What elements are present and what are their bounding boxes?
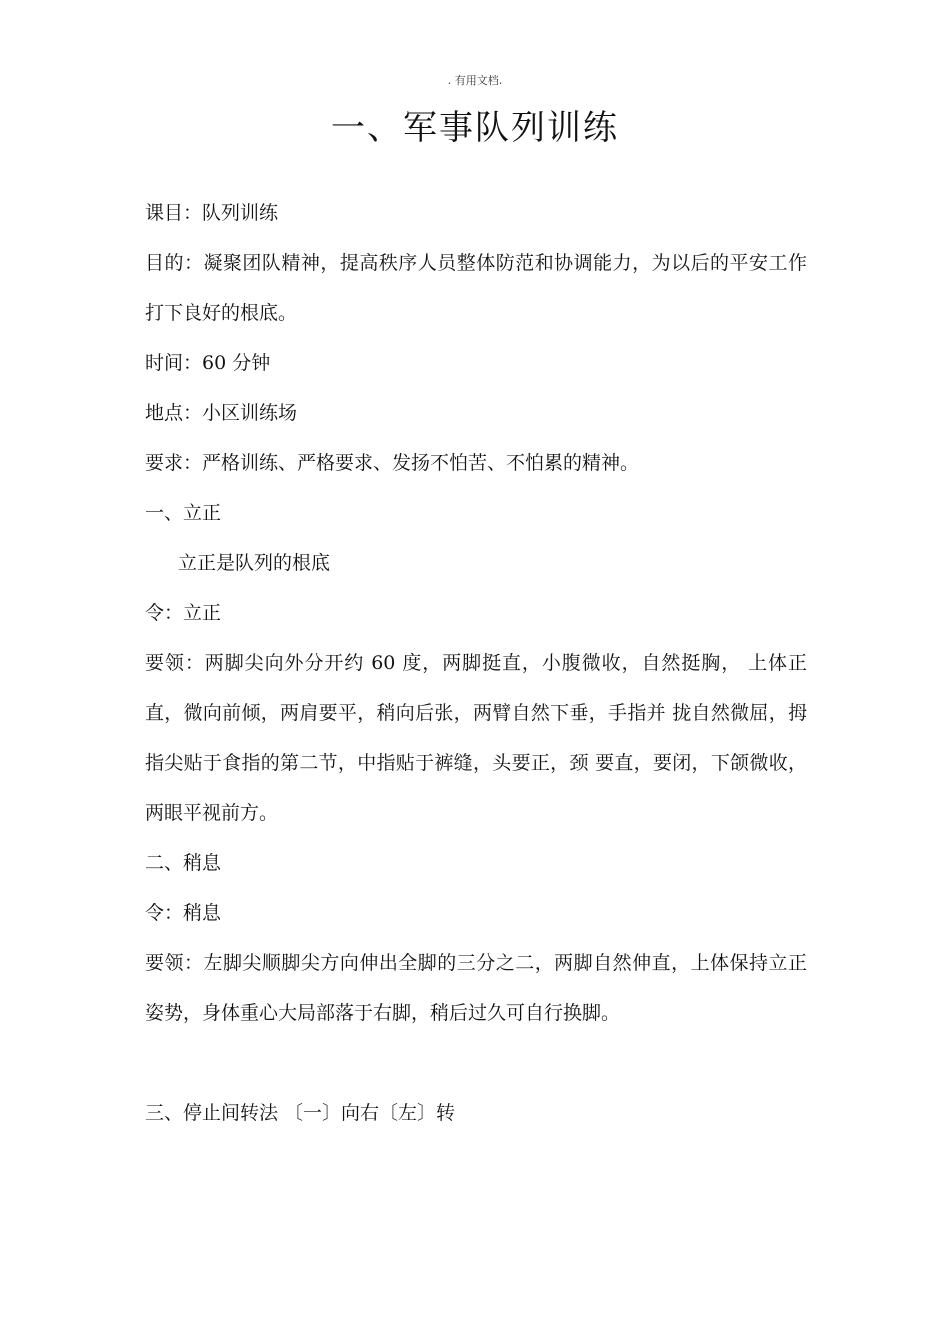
at-ease-essentials-paragraph: 要领：左脚尖顺脚尖方向伸出全脚的三分之二，两脚自然伸直，上体保持立正姿势，身体重心大局部落于右脚，稍后过久可自行换脚。 bbox=[145, 952, 807, 1024]
attention-command: 令：立正 bbox=[145, 602, 222, 624]
at-ease-command: 令：稍息 bbox=[145, 902, 222, 924]
section-heading-turning: 三、停止间转法 〔一〕向右〔左〕转 bbox=[145, 1102, 456, 1124]
attention-intro: 立正是队列的根底 bbox=[178, 552, 331, 574]
subject-line: 课目：队列训练 bbox=[145, 202, 279, 224]
section-heading-at-ease: 二、稍息 bbox=[145, 852, 222, 874]
page-title: 一、军事队列训练 bbox=[331, 108, 619, 148]
document-body bbox=[145, 188, 807, 1138]
spacer bbox=[145, 1038, 807, 1088]
purpose-paragraph: 目的：凝聚团队精神，提高秩序人员整体防范和协调能力，为以后的平安工作打下良好的根底。 bbox=[145, 252, 807, 324]
header-note: . 有用文档. bbox=[447, 74, 503, 87]
time-line: 时间：60 分钟 bbox=[145, 352, 271, 374]
requirement-line: 要求：严格训练、严格要求、发扬不怕苦、不怕累的精神。 bbox=[145, 452, 640, 474]
section-heading-attention: 一、立正 bbox=[145, 502, 222, 524]
place-line: 地点：小区训练场 bbox=[145, 402, 298, 424]
attention-essentials-paragraph: 要领：两脚尖向外分开约 60 度，两脚挺直，小腹微收，自然挺胸， 上体正直，微向前倾，两肩要平，稍向后张，两臂自然下垂，手指并 拢自然微屈，拇指尖贴于食指的第二节，中指贴于裤缝，头要正，颈 要直，要闭，下颌微收，两眼平视前方。 bbox=[145, 652, 807, 824]
